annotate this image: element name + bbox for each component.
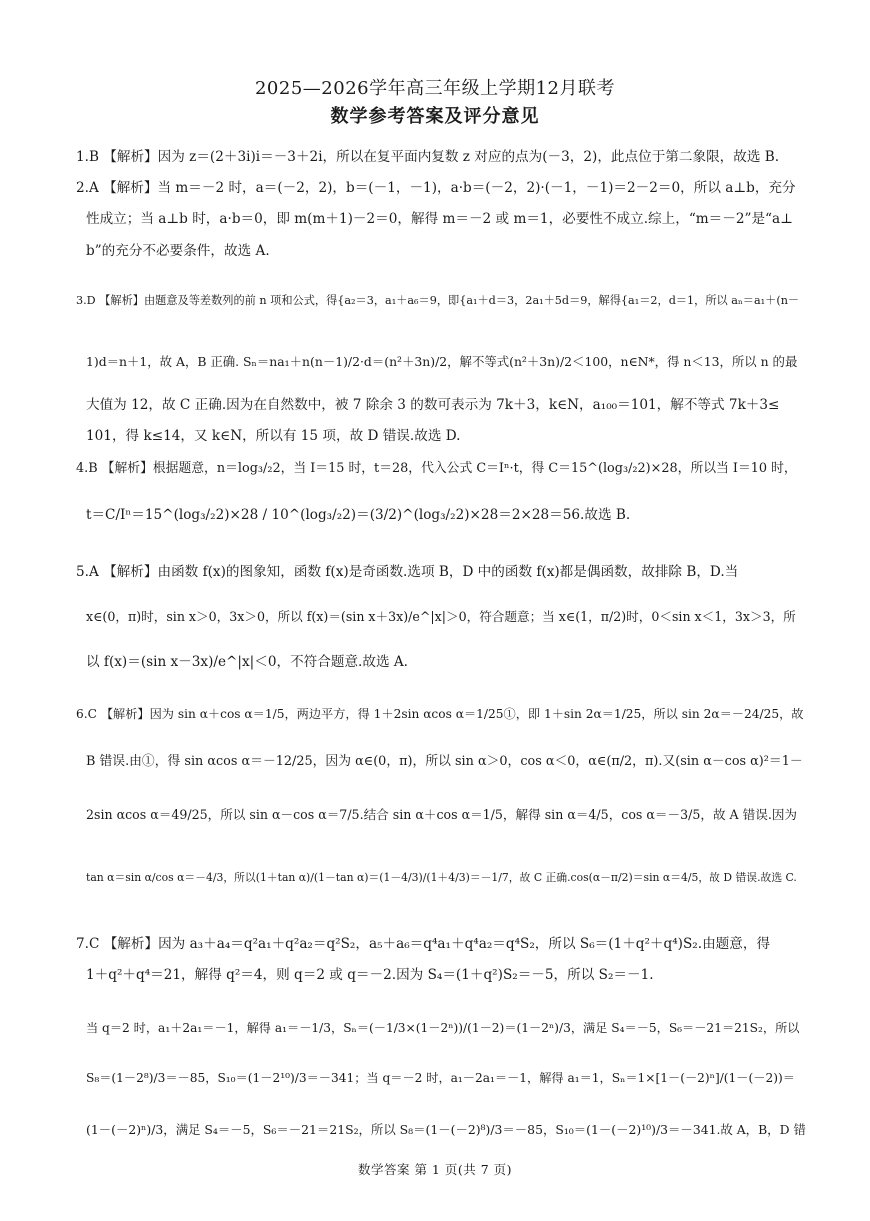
answer-line: 性成立；当 a⊥b 时，a·b＝0，即 m(m＋1)－2＝0，解得 m＝－2 或 m＝1，必要性不成立.综上，“m＝－2”是“a⊥ — [86, 211, 793, 227]
answer-line: 6.C 【解析】因为 sin α＋cos α＝1/5，两边平方，得 1＋2sin αcos α＝1/25①，即 1＋sin 2α＝1/25，所以 sin 2α＝－24/25，故 — [76, 707, 804, 721]
answer-line: B 错误.由①，得 sin αcos α＝－12/25，因为 α∈(0，π)，所以 sin α＞0，cos α＜0，α∈(π/2，π).又(sin α－cos α)²＝1－ — [86, 754, 803, 769]
answer-line: x∈(0，π)时，sin x＞0，3x＞0，所以 f(x)＝(sin x＋3x)/e^|x|＞0，符合题意；当 x∈(1，π/2)时，0＜sin x＜1，3x＞3，所 — [86, 609, 796, 624]
answer-line: 2.A 【解析】当 m＝－2 时，a＝(－2，2)，b＝(－1，－1)，a·b＝(－2，2)·(－1，－1)＝2－2＝0，所以 a⊥b，充分 — [76, 180, 796, 196]
answer-line: b”的充分不必要条件，故选 A. — [86, 243, 270, 259]
answer-line: 当 q＝2 时，a₁＋2a₁＝－1，解得 a₁＝－1/3，Sₙ＝(－1/3×(1－2ⁿ))/(1－2)＝(1－2ⁿ)/3，满足 S₄＝－5，S₆＝－21＝21S₂，所以 — [86, 1021, 800, 1035]
answer-heading: 数学参考答案及评分意见 — [330, 106, 540, 127]
answer-line: 1)d＝n＋1，故 A，B 正确. Sₙ＝na₁＋n(n－1)/2·d＝(n²＋3n)/2，解不等式(n²＋3n)/2＜100，n∈N*，得 n＜13，所以 n 的最 — [86, 354, 798, 369]
answer-line: 1.B 【解析】因为 z＝(2＋3i)i＝－3＋2i，所以在复平面内复数 z 对应的点为(－3，2)，此点位于第二象限，故选 B. — [76, 149, 780, 165]
exam-title: 2025—2026学年高三年级上学期12月联考 — [254, 78, 616, 99]
answer-line: 5.A 【解析】由函数 f(x)的图象知，函数 f(x)是奇函数.选项 B，D 中的函数 f(x)都是偶函数，故排除 B，D.当 — [76, 564, 739, 580]
answer-line: 2sin αcos α＝49/25，所以 sin α－cos α＝7/5.结合 sin α＋cos α＝1/5，解得 sin α＝4/5，cos α＝－3/5，故 A 错误.因为 — [86, 807, 798, 822]
answer-line: 101，得 k≤14，又 k∈N，所以有 15 项，故 D 错误.故选 D. — [86, 428, 461, 444]
answer-line: (1－(－2)ⁿ)/3，满足 S₄＝－5，S₆＝－21＝21S₂，所以 S₈＝(1－(－2)⁸)/3＝－85，S₁₀＝(1－(－2)¹⁰)/3＝－341.故 A，B，D 错 — [86, 1122, 806, 1137]
answer-line: 4.B 【解析】根据题意，n＝log₃/₂2，当 I＝15 时，t＝28，代入公式 C＝Iⁿ·t，得 C＝15^(log₃/₂2)×28，所以当 I＝10 时， — [76, 461, 797, 476]
answer-line: 1＋q²＋q⁴＝21，解得 q²＝4，则 q＝2 或 q＝－2.因为 S₄＝(1＋q²)S₂＝－5，所以 S₂＝－1. — [86, 967, 654, 983]
answer-line: 7.C 【解析】因为 a₃＋a₄＝q²a₁＋q²a₂＝q²S₂，a₅＋a₆＝q⁴a₁＋q⁴a₂＝q⁴S₂，所以 S₆＝(1＋q²＋q⁴)S₂.由题意，得 — [76, 936, 771, 952]
answer-line: t＝C/Iⁿ＝15^(log₃/₂2)×28 / 10^(log₃/₂2)＝(3/2)^(log₃/₂2)×28＝2×28＝56.故选 B. — [86, 507, 631, 523]
answer-line: tan α＝sin α/cos α＝－4/3，所以(1＋tan α)/(1－tan α)＝(1－4/3)/(1＋4/3)＝－1/7，故 C 正确.cos(α－π/2)＝sin α＝4/5，故 D 错误.故选 C. — [86, 871, 797, 884]
page-footer: 数学答案 第 1 页(共 7 页) — [357, 1162, 513, 1177]
answer-line: S₈＝(1－2⁸)/3＝－85，S₁₀＝(1－2¹⁰)/3＝－341；当 q＝－2 时，a₁－2a₁＝－1，解得 a₁＝1，Sₙ＝1×[1－(－2)ⁿ]/(1－(－2))＝ — [86, 1071, 795, 1085]
answer-line: 大值为 12，故 C 正确.因为在自然数中，被 7 除余 3 的数可表示为 7k＋3，k∈N，a₁₀₀＝101，解不等式 7k＋3≤ — [86, 397, 780, 413]
answer-line: 3.D 【解析】由题意及等差数列的前 n 项和公式，得{a₂＝3，a₁＋a₆＝9，即{a₁＋d＝3，2a₁＋5d＝9，解得{a₁＝2，d＝1，所以 aₙ＝a₁＋(n－ — [76, 294, 800, 307]
answer-line: 以 f(x)＝(sin x－3x)/e^|x|＜0，不符合题意.故选 A. — [86, 654, 409, 670]
